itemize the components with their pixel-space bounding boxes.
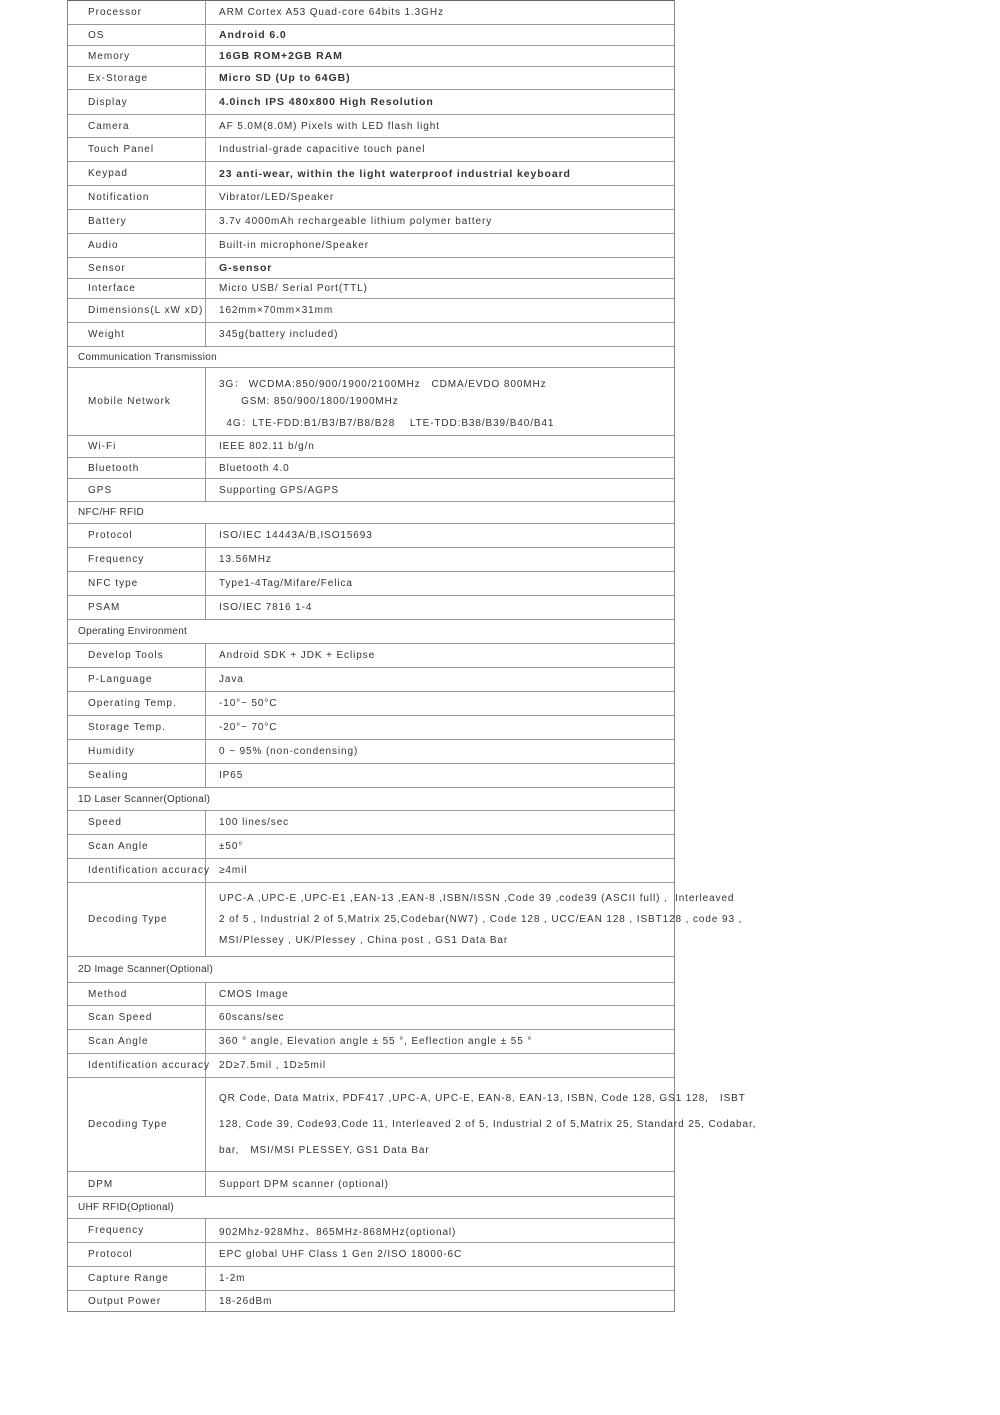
spec-value bbox=[207, 323, 674, 346]
spec-value-line: Android 6.0 bbox=[219, 29, 287, 41]
spec-value-line: bar, MSI/MSI PLESSEY, GS1 Data Bar bbox=[219, 1145, 430, 1156]
spec-label: Processor bbox=[68, 1, 206, 24]
spec-value-line: 4.0inch IPS 480x800 High Resolution bbox=[219, 96, 434, 108]
spec-label: Wi-Fi bbox=[68, 436, 206, 457]
spec-value-line: UPC-A ,UPC-E ,UPC-E1 ,EAN-13 ,EAN-8 ,ISBN/ISSN ,Code 39 ,code39 (ASCII full) , Interleaved bbox=[219, 893, 735, 904]
spec-label: Dimensions(L xW xD) bbox=[68, 299, 206, 322]
spec-row bbox=[68, 1290, 674, 1311]
spec-value-line: CMOS Image bbox=[219, 988, 289, 1000]
spec-value-line: Type1-4Tag/Mifare/Felica bbox=[219, 578, 353, 589]
spec-label: Notification bbox=[68, 186, 206, 209]
spec-row bbox=[68, 1077, 757, 1171]
spec-value-line: 2D≥7.5mil , 1D≥5mil bbox=[219, 1060, 326, 1071]
spec-value bbox=[207, 1030, 674, 1053]
spec-row bbox=[68, 595, 674, 619]
spec-value-line: IEEE 802.11 b/g/n bbox=[219, 441, 315, 452]
spec-value-line: 360 ° angle, Elevation angle ± 55 °, Eeflection angle ± 55 ° bbox=[219, 1036, 533, 1047]
spec-value bbox=[207, 258, 674, 278]
spec-value-line: QR Code, Data Matrix, PDF417 ,UPC-A, UPC-E, EAN-8, EAN-13, ISBN, Code 128, GS1 128, ISBT bbox=[219, 1093, 746, 1104]
spec-row bbox=[68, 858, 674, 882]
spec-label: Sensor bbox=[68, 258, 206, 278]
spec-row bbox=[68, 1171, 674, 1196]
spec-row bbox=[68, 667, 674, 691]
spec-row bbox=[68, 982, 674, 1005]
spec-value bbox=[207, 1291, 674, 1311]
spec-value-line: Android SDK + JDK + Eclipse bbox=[219, 650, 376, 661]
spec-row bbox=[68, 185, 674, 209]
spec-value bbox=[207, 25, 674, 45]
spec-label: Capture Range bbox=[68, 1267, 206, 1290]
spec-row bbox=[68, 523, 674, 547]
spec-value-line: Vibrator/LED/Speaker bbox=[219, 192, 335, 203]
spec-label: GPS bbox=[68, 479, 206, 501]
spec-value-line: Bluetooth 4.0 bbox=[219, 462, 290, 474]
spec-value-line: 60scans/sec bbox=[219, 1012, 285, 1023]
spec-label: OS bbox=[68, 25, 206, 45]
spec-label: Weight bbox=[68, 323, 206, 346]
spec-row bbox=[68, 435, 674, 457]
spec-value bbox=[207, 458, 674, 478]
spec-row bbox=[68, 233, 674, 257]
spec-label: Audio bbox=[68, 234, 206, 257]
spec-row bbox=[68, 66, 674, 89]
spec-value bbox=[207, 67, 674, 89]
spec-value bbox=[207, 138, 674, 161]
spec-row bbox=[68, 114, 674, 137]
spec-value-line: 23 anti-wear, within the light waterproof industrial keyboard bbox=[219, 167, 571, 180]
spec-value-line: 4G：LTE-FDD:B1/B3/B7/B8/B28 LTE-TDD:B38/B39/B40/B41 bbox=[219, 417, 555, 429]
spec-value-line: Micro USB/ Serial Port(TTL) bbox=[219, 283, 368, 294]
spec-value-line: Industrial-grade capacitive touch panel bbox=[219, 144, 426, 155]
spec-value bbox=[207, 279, 674, 298]
spec-value-line: ISO/IEC 14443A/B,ISO15693 bbox=[219, 530, 373, 541]
spec-row bbox=[68, 161, 674, 185]
spec-label: Protocol bbox=[68, 1243, 206, 1266]
spec-table bbox=[67, 0, 757, 1312]
spec-label: P-Language bbox=[68, 668, 206, 691]
spec-value bbox=[207, 524, 674, 547]
section-header: NFC/HF RFID bbox=[68, 501, 674, 523]
section-header: UHF RFID(Optional) bbox=[68, 1196, 674, 1218]
spec-value-line: 128, Code 39, Code93,Code 11, Interleaved 2 of 5, Industrial 2 of 5,Matrix 25, Standard 25, Codabar, bbox=[219, 1119, 757, 1130]
spec-value bbox=[207, 1243, 674, 1266]
spec-label: Decoding Type bbox=[68, 1078, 206, 1171]
spec-value-line: Built-in microphone/Speaker bbox=[219, 240, 369, 251]
spec-row bbox=[68, 715, 674, 739]
spec-row bbox=[68, 45, 674, 66]
spec-value-line: ±50° bbox=[219, 841, 244, 852]
spec-value-line: 16GB ROM+2GB RAM bbox=[219, 50, 343, 62]
spec-row bbox=[68, 24, 674, 45]
spec-label: Protocol bbox=[68, 524, 206, 547]
spec-label: Scan Angle bbox=[68, 835, 206, 858]
spec-value-line: -20°~ 70°C bbox=[219, 722, 278, 733]
spec-label: Output Power bbox=[68, 1291, 206, 1311]
spec-row bbox=[68, 367, 674, 435]
section-header: 1D Laser Scanner(Optional) bbox=[68, 787, 674, 810]
spec-label: PSAM bbox=[68, 596, 206, 619]
spec-value-line: IP65 bbox=[219, 770, 244, 781]
spec-value-line: ISO/IEC 7816 1-4 bbox=[219, 602, 313, 613]
section-header: Communication Transmission bbox=[68, 346, 674, 367]
spec-label: Method bbox=[68, 983, 206, 1005]
spec-value bbox=[207, 1, 674, 24]
spec-label: Frequency bbox=[68, 1219, 206, 1242]
spec-row bbox=[68, 0, 674, 24]
spec-value-line: 2 of 5 , Industrial 2 of 5,Matrix 25,Codebar(NW7) , Code 128 , UCC/EAN 128 , ISBT128 , code 93 , bbox=[219, 914, 743, 925]
spec-row bbox=[68, 1242, 674, 1266]
spec-value bbox=[207, 716, 674, 739]
spec-row bbox=[68, 1053, 674, 1077]
spec-row bbox=[68, 478, 674, 501]
spec-value bbox=[207, 668, 674, 691]
spec-value bbox=[207, 983, 674, 1005]
spec-value bbox=[207, 1219, 674, 1242]
spec-value bbox=[207, 1267, 674, 1290]
spec-label: Bluetooth bbox=[68, 458, 206, 478]
spec-value bbox=[207, 1078, 757, 1171]
spec-row bbox=[68, 1218, 674, 1242]
spec-value bbox=[207, 835, 674, 858]
spec-value bbox=[207, 234, 674, 257]
spec-value-line: Java bbox=[219, 674, 244, 685]
spec-label: Speed bbox=[68, 811, 206, 834]
spec-value-line: GSM: 850/900/1800/1900MHz bbox=[219, 396, 399, 407]
spec-label: Touch Panel bbox=[68, 138, 206, 161]
spec-row bbox=[68, 278, 674, 298]
spec-row bbox=[68, 89, 674, 114]
spec-value bbox=[207, 644, 674, 667]
spec-row bbox=[68, 322, 674, 346]
spec-row bbox=[68, 298, 674, 322]
spec-label: Operating Temp. bbox=[68, 692, 206, 715]
spec-value bbox=[207, 90, 674, 114]
spec-value-line: -10°~ 50°C bbox=[219, 698, 278, 709]
spec-value bbox=[207, 210, 674, 233]
spec-row bbox=[68, 691, 674, 715]
spec-value bbox=[207, 883, 743, 956]
spec-value bbox=[207, 186, 674, 209]
spec-label: Memory bbox=[68, 46, 206, 66]
section-header: Operating Environment bbox=[68, 619, 674, 643]
spec-value-line: AF 5.0M(8.0M) Pixels with LED flash light bbox=[219, 120, 440, 132]
spec-value bbox=[207, 811, 674, 834]
spec-label: Develop Tools bbox=[68, 644, 206, 667]
spec-value-line: Supporting GPS/AGPS bbox=[219, 484, 339, 496]
spec-label: Storage Temp. bbox=[68, 716, 206, 739]
spec-value bbox=[207, 299, 674, 322]
spec-label: Interface bbox=[68, 279, 206, 298]
spec-row bbox=[68, 571, 674, 595]
spec-row bbox=[68, 547, 674, 571]
spec-value-line: 902Mhz-928Mhz、865MHz-868MHz(optional) bbox=[219, 1227, 457, 1238]
spec-value bbox=[207, 436, 674, 457]
spec-label: Sealing bbox=[68, 764, 206, 787]
spec-value bbox=[207, 368, 674, 435]
spec-value-line: 3.7v 4000mAh rechargeable lithium polymer battery bbox=[219, 216, 493, 227]
spec-value-line: 0 ~ 95% (non-condensing) bbox=[219, 746, 359, 757]
spec-row bbox=[68, 1029, 674, 1053]
spec-value-line: ≥4mil bbox=[219, 865, 248, 876]
spec-value-line: 18-26dBm bbox=[219, 1295, 273, 1307]
spec-value-line: 1-2m bbox=[219, 1273, 246, 1284]
spec-row bbox=[68, 1266, 674, 1290]
spec-value bbox=[207, 162, 674, 185]
spec-value-line: G-sensor bbox=[219, 262, 273, 274]
spec-value-line: 100 lines/sec bbox=[219, 817, 290, 828]
spec-label: Ex-Storage bbox=[68, 67, 206, 89]
spec-row bbox=[68, 763, 674, 787]
spec-value bbox=[207, 548, 674, 571]
spec-label: Mobile Network bbox=[68, 368, 206, 435]
spec-value-line: 345g(battery included) bbox=[219, 329, 339, 340]
spec-label: DPM bbox=[68, 1172, 206, 1196]
spec-label: NFC type bbox=[68, 572, 206, 595]
spec-value bbox=[207, 692, 674, 715]
spec-label: Battery bbox=[68, 210, 206, 233]
spec-value bbox=[207, 115, 674, 137]
spec-row bbox=[68, 137, 674, 161]
spec-label: Humidity bbox=[68, 740, 206, 763]
spec-label: Camera bbox=[68, 115, 206, 137]
spec-label: Identification accuracy bbox=[68, 859, 206, 882]
spec-label: Frequency bbox=[68, 548, 206, 571]
spec-value bbox=[207, 572, 674, 595]
spec-value bbox=[207, 764, 674, 787]
section-header: 2D Image Scanner(Optional) bbox=[68, 956, 674, 982]
spec-value-line: Micro SD (Up to 64GB) bbox=[219, 72, 351, 84]
spec-label: Decoding Type bbox=[68, 883, 206, 956]
spec-label: Scan Angle bbox=[68, 1030, 206, 1053]
spec-label: Identification accuracy bbox=[68, 1054, 206, 1077]
spec-value-line: 162mm×70mm×31mm bbox=[219, 305, 334, 316]
spec-row bbox=[68, 739, 674, 763]
spec-value-line: 3G： WCDMA:850/900/1900/2100MHz CDMA/EVDO 800MHz bbox=[219, 378, 547, 390]
spec-row bbox=[68, 457, 674, 478]
spec-value bbox=[207, 1172, 674, 1196]
spec-row bbox=[68, 810, 674, 834]
spec-row bbox=[68, 257, 674, 278]
spec-row bbox=[68, 209, 674, 233]
spec-label: Display bbox=[68, 90, 206, 114]
spec-value bbox=[207, 740, 674, 763]
spec-row bbox=[68, 834, 674, 858]
spec-value bbox=[207, 596, 674, 619]
spec-value-line: MSI/Plessey , UK/Plessey , China post , GS1 Data Bar bbox=[219, 935, 509, 946]
spec-value-line: ARM Cortex A53 Quad-core 64bits 1.3GHz bbox=[219, 7, 444, 18]
spec-value-line: EPC global UHF Class 1 Gen 2/ISO 18000-6C bbox=[219, 1249, 463, 1260]
spec-row bbox=[68, 1005, 674, 1029]
spec-value bbox=[207, 1006, 674, 1029]
spec-value bbox=[207, 1054, 674, 1077]
spec-value bbox=[207, 479, 674, 501]
spec-value-line: Support DPM scanner (optional) bbox=[219, 1178, 389, 1190]
spec-row bbox=[68, 882, 743, 956]
spec-value bbox=[207, 859, 674, 882]
spec-row bbox=[68, 643, 674, 667]
spec-value-line: 13.56MHz bbox=[219, 554, 272, 565]
spec-label: Keypad bbox=[68, 162, 206, 185]
spec-label: Scan Speed bbox=[68, 1006, 206, 1029]
spec-value bbox=[207, 46, 674, 66]
